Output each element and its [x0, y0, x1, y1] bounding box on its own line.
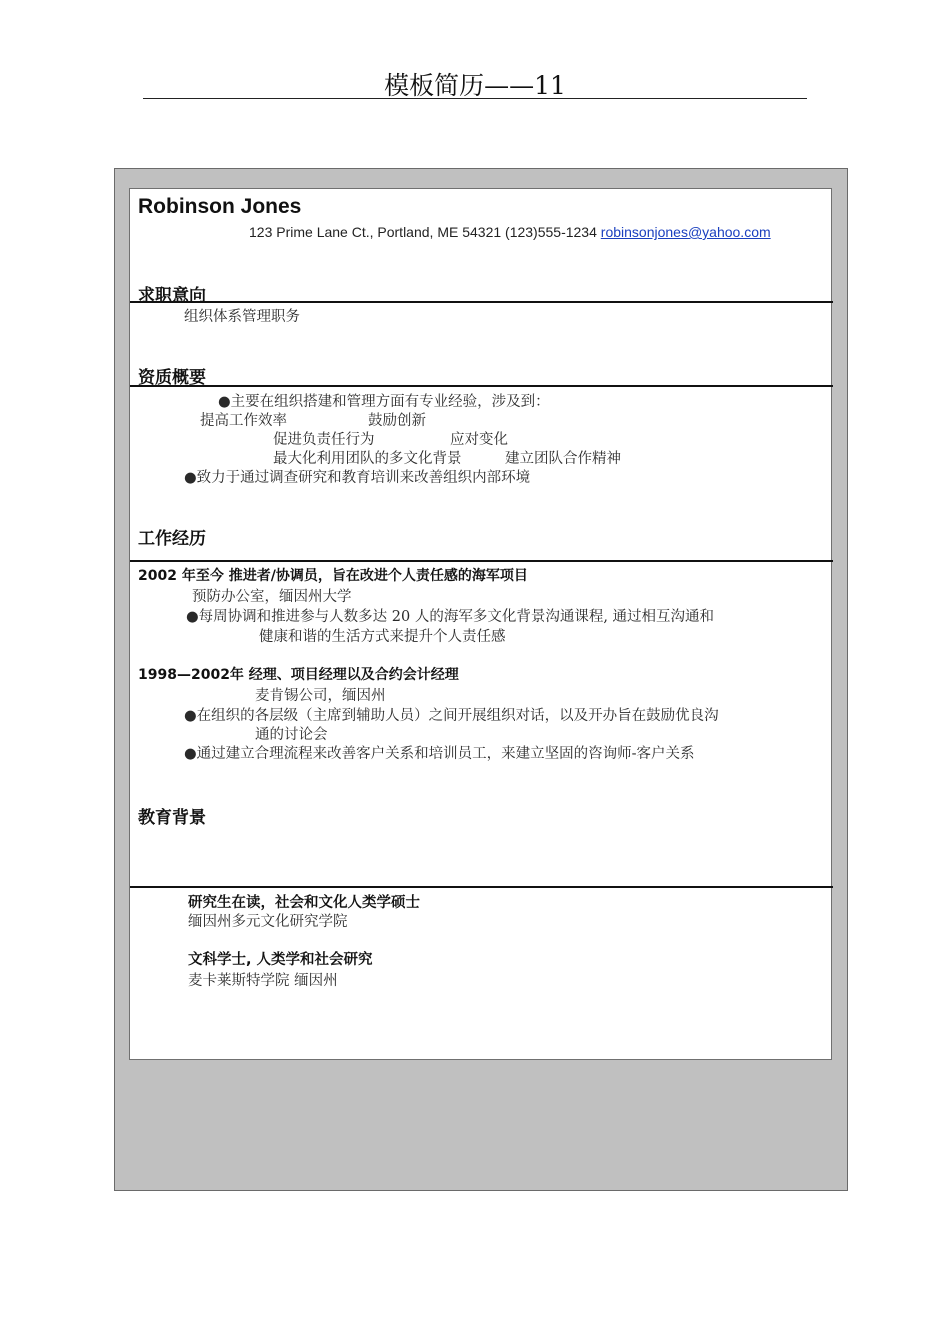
- job-bullet: ●每周协调和推进参与人数多达 20 人的海军多文化背景沟通课程, 通过相互沟通和: [186, 609, 715, 625]
- skill-item: 鼓励创新: [368, 413, 426, 429]
- contact-line: [249, 224, 771, 240]
- email-link[interactable]: robinsonjones@yahoo.com: [600, 224, 771, 240]
- skill-item: 提高工作效率: [200, 413, 287, 429]
- objective-heading: 求职意向: [138, 286, 206, 306]
- education-heading: 教育背景: [138, 808, 206, 828]
- job-bullet: ●通过建立合理流程来改善客户关系和培训员工，来建立坚固的咨询师-客户关系: [184, 746, 695, 762]
- objective-text: 组织体系管理职务: [184, 309, 300, 325]
- qualifications-rule: [130, 385, 833, 387]
- objective-rule: [130, 301, 833, 303]
- degree-title: 文科学士, 人类学和社会研究: [188, 952, 373, 968]
- education-rule: [130, 886, 833, 888]
- document-title: 模板简历——11: [384, 71, 566, 100]
- experience-rule: [130, 560, 833, 562]
- job-title: 1998—2002年 经理、项目经理以及合约会计经理: [138, 667, 459, 683]
- qualification-bullet: ●致力于通过调查研究和教育培训来改善组织内部环境: [184, 470, 531, 486]
- job-org: 预防办公室，缅因州大学: [192, 589, 352, 605]
- degree-school: 麦卡莱斯特学院 缅因州: [188, 973, 338, 989]
- qualifications-heading: 资质概要: [138, 368, 206, 388]
- job-bullet-cont: 健康和谐的生活方式来提升个人责任感: [259, 629, 506, 645]
- skill-item: 应对变化: [450, 432, 508, 448]
- title-underline: [143, 98, 807, 99]
- skill-item: 建立团队合作精神: [505, 451, 621, 467]
- skill-item: 促进负责任行为: [273, 432, 375, 448]
- resume-sheet: [129, 188, 832, 1060]
- contact-details: 123 Prime Lane Ct., Portland, ME 54321 (123)555-1234: [249, 224, 601, 240]
- qualification-bullet: ●主要在组织搭建和管理方面有专业经验，涉及到：: [218, 394, 550, 410]
- degree-school: 缅因州多元文化研究学院: [188, 914, 348, 930]
- candidate-name: Robinson Jones: [138, 195, 302, 218]
- job-title: 2002 年至今 推进者/协调员，旨在改进个人责任感的海军项目: [138, 568, 528, 584]
- experience-heading: 工作经历: [138, 529, 206, 549]
- job-org: 麦肯锡公司，缅因州: [255, 688, 386, 704]
- degree-title: 研究生在读，社会和文化人类学硕士: [188, 895, 420, 911]
- job-bullet: ●在组织的各层级（主席到辅助人员）之间开展组织对话，以及开办旨在鼓励优良沟: [184, 708, 719, 724]
- job-bullet-cont: 通的讨论会: [255, 727, 328, 743]
- skill-item: 最大化利用团队的多文化背景: [273, 451, 462, 467]
